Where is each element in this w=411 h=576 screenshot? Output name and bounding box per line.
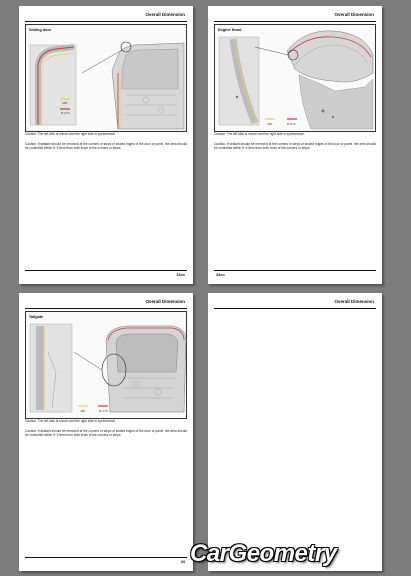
manual-page-tailgate xyxy=(19,293,193,571)
page-number: 33cn xyxy=(216,272,225,277)
sliding-door-illustration xyxy=(26,25,188,131)
section-title: Engine Hood xyxy=(218,28,242,32)
legend-a-label: A80 xyxy=(267,122,273,126)
header-title: Overall Dimension xyxy=(145,12,185,17)
header-title: Overall Dimension xyxy=(145,299,185,304)
section-title: Sliding door xyxy=(29,28,52,32)
page-number: 33cn xyxy=(176,272,185,277)
manual-page-blank xyxy=(208,293,382,571)
manual-page-sliding-door xyxy=(19,6,193,284)
page-header xyxy=(25,12,187,22)
logo-text: CarGeometry xyxy=(190,540,337,567)
engine-hood-illustration xyxy=(215,25,377,131)
caution-symmetry: Caution: The left side is shown and the right side is symmetrical. xyxy=(25,419,116,423)
caution-sealant: Caution: If sealant should be removed at the corners or steps of sealed edges of the door or panel, the area should be controlled within 5~10mm from both ends of the corners or steps. xyxy=(214,142,376,151)
section-title: Tailgate xyxy=(29,315,44,319)
legend-b-label: B-U76 xyxy=(61,111,70,115)
tailgate-illustration xyxy=(26,312,188,418)
page-header xyxy=(214,12,376,22)
page-header xyxy=(214,299,376,309)
header-title: Overall Dimension xyxy=(334,12,374,17)
cargeometry-logo xyxy=(190,540,402,572)
caution-symmetry: Caution: The left side is shown and the right side is symmetrical. xyxy=(214,132,305,136)
illustration-frame xyxy=(25,24,187,132)
legend-a-label: A80 xyxy=(62,101,68,105)
page-header xyxy=(25,299,187,309)
caution-sealant: Caution: If sealant should be removed at the corners or steps of sealed edges of the door or panel, the area should be controlled within 5~10mm from both ends of the corners or steps. xyxy=(25,429,187,438)
illustration-frame xyxy=(214,24,376,132)
page-number: 33 xyxy=(180,559,185,564)
page-footer xyxy=(25,270,187,279)
legend-a-label: A80 xyxy=(80,409,86,413)
illustration-frame xyxy=(25,311,187,419)
caution-sealant: Caution: If sealant should be removed at the corners or steps of sealed edges of the door or panel, the area should be controlled within 5~10mm from both ends of the corners or steps. xyxy=(25,142,187,151)
header-title: Overall Dimension xyxy=(334,299,374,304)
legend-b-label: B-U76 xyxy=(99,409,108,413)
page-footer xyxy=(25,557,187,566)
manual-page-engine-hood xyxy=(208,6,382,284)
page-footer xyxy=(214,270,376,279)
legend-b-label: B-U76 xyxy=(287,122,296,126)
caution-symmetry: Caution: The left side is shown and the right side is symmetrical. xyxy=(25,132,116,136)
